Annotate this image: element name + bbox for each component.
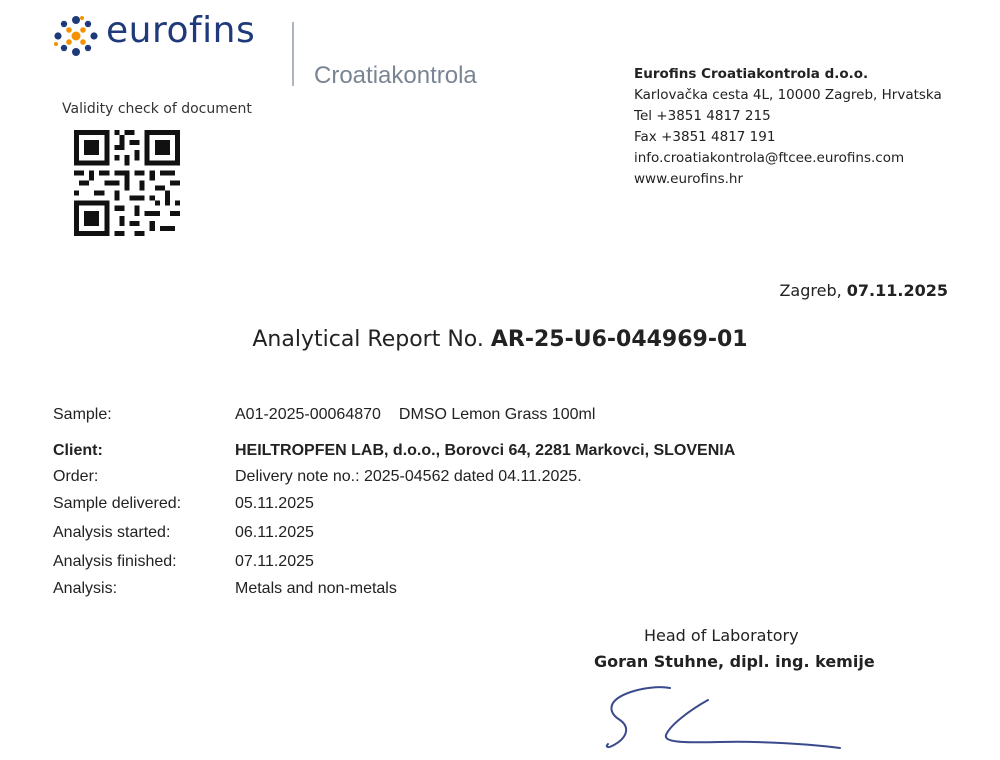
validity-check-label: Validity check of document — [62, 101, 252, 117]
field-label: Analysis finished: — [53, 553, 177, 570]
field-value: 07.11.2025 — [235, 553, 314, 570]
company-name: Eurofins Croatiakontrola d.o.o. — [634, 66, 869, 82]
place: Zagreb, — [779, 281, 842, 300]
company-phone: Tel +3851 4817 215 — [634, 108, 771, 124]
place-and-date — [779, 281, 948, 300]
signer-name: Goran Stuhne, dipl. ing. kemije — [594, 652, 875, 671]
company-fax: Fax +3851 4817 191 — [634, 129, 776, 145]
field-label: Order: — [53, 468, 99, 485]
report-number: AR-25-U6-044969-01 — [490, 327, 748, 352]
handwritten-signature — [600, 680, 850, 755]
company-address: Karlovačka cesta 4L, 10000 Zagreb, Hrvatska — [634, 87, 942, 103]
brand-logo-text: eurofins — [106, 10, 256, 51]
field-value: HEILTROPFEN LAB, d.o.o., Borovci 64, 2281 Markovci, SLOVENIA — [235, 442, 736, 459]
field-value: Delivery note no.: 2025-04562 dated 04.11.2025. — [235, 468, 582, 485]
field-value: 06.11.2025 — [235, 524, 314, 541]
sample-code: A01-2025-00064870 — [235, 406, 381, 423]
report-title-prefix: Analytical Report No. — [252, 327, 484, 352]
field-value — [235, 406, 595, 424]
company-contact-block — [634, 64, 942, 190]
field-label: Sample delivered: — [53, 495, 182, 512]
report-title — [0, 327, 1000, 352]
qr-code-icon[interactable] — [74, 130, 180, 236]
field-label: Analysis started: — [53, 524, 171, 541]
eurofins-logo-icon — [52, 14, 100, 58]
field-label: Sample: — [53, 406, 112, 423]
sub-brand-name: Croatiakontrola — [314, 62, 477, 89]
logo-divider — [292, 22, 294, 86]
field-label: Client: — [53, 442, 103, 459]
company-website[interactable]: www.eurofins.hr — [634, 171, 744, 187]
field-value: 05.11.2025 — [235, 495, 314, 512]
field-value: Metals and non-metals — [235, 580, 397, 597]
company-email[interactable]: info.croatiakontrola@ftcee.eurofins.com — [634, 150, 905, 166]
report-date: 07.11.2025 — [846, 281, 948, 300]
signer-role: Head of Laboratory — [644, 626, 799, 645]
sample-name: DMSO Lemon Grass 100ml — [398, 406, 596, 423]
field-label: Analysis: — [53, 580, 118, 597]
